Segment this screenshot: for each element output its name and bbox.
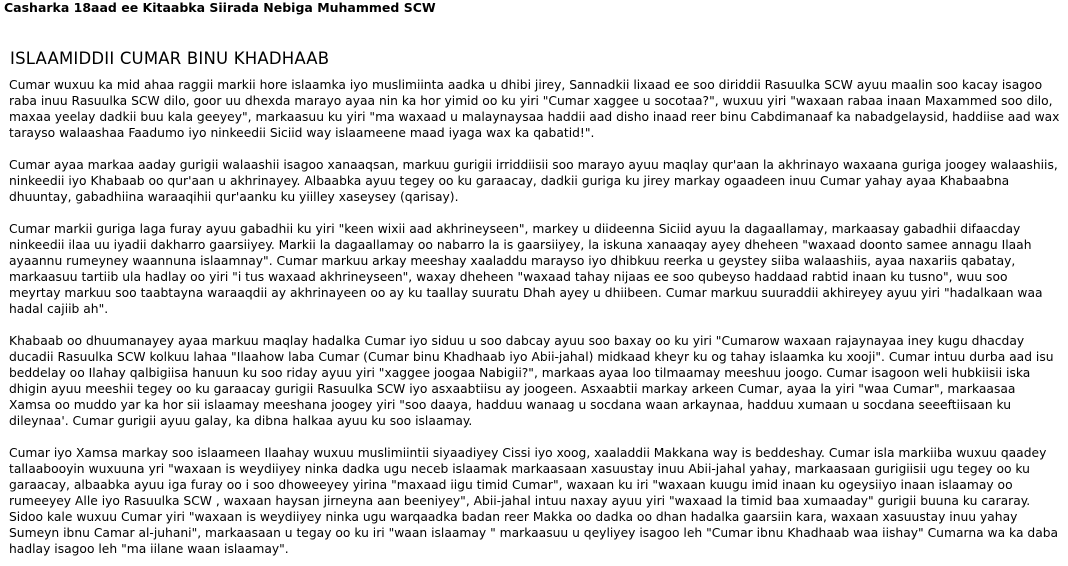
paragraph: Cumar ayaa markaa aaday gurigii walaashii isagoo xanaaqsan, markuu gurigii irriddiisii soo marayo ayuu maqlay qur'aan la akhrinayo waxaana guriga joogey walaashiis, ninkeedii iyo Khabaab oo qur'aan u akhrinayey. Albaabka ayuu tegey oo ku garaacay, dadkii guriga ku jirey markay ogaadeen inuu Cumar yahay ayaa Khabaabna dhuuntay, gabadhiina waraaqihii qur'aanku ku yiilley xaseysey (qarisay). — [9, 158, 1058, 204]
paragraph: Cumar iyo Xamsa markay soo islaameen Ilaahay wuxuu muslimiintii siyaadiyey Cissi iyo xoog, xaaladdii Makkana way is beddeshay. Cumar isla markiiba wuxuu qaadey tallaabooyin wuxuuna yri "waxaan is weydiiyey ninka dadka ugu neceb islaamak markaasaan xasuustay inuu Abii-jahal yahay, markaasaan gurigiisii ugu tegey oo ku garaacay, albaabka ayuu iga furay oo i soo dhoweeyey yirina "maxaad iigu timid Cumar", waxaan ku iri "waxaan kuugu imid inaan ku ogeysiiyo inaan islaamay oo rumeeyey Alle iyo Rasuulka SCW , waxaan haysan jirneyna aan beeniyey", Abii-jahal intuu naxay ayuu yiri "waxaad la timid baa xumaaday" gurigii buuna ku cararay. Sidoo kale wuxuu Cumar yiri "waxaan is weydiiyey ninka ugu warqaadka badan reer Makka oo dadka oo dhan hadalka gaarsiin kara, waxaan xasuustay inuu yahay Sumeyn ibnu Camar al-juhani", markaasaan u tegay oo ku iri "waan islaamay " markaasuu u qeyliyey isagoo leh "Cumar ibnu Khadhaab waa iishay" Cumarna wa ka daba hadlay isagoo leh "ma iilane waan islaamay". — [9, 446, 1059, 556]
article-title: ISLAAMIDDII CUMAR BINU KHADHAAB — [10, 49, 330, 69]
page-header: Casharka 18aad ee Kitaabka Siirada Nebiga Muhammed SCW — [4, 0, 436, 15]
paragraph: Cumar markii guriga laga furay ayuu gabadhii ku yiri "keen wixii aad akhrineyseen", markey u diideenna Siciid ayuu la dagaallamay, markaasay gabadhii difaacday ninkeedii ilaa uu iyadii dakharro gaarsiiyey. Markii la dagaallamay oo nabarro la is gaarsiiyey, la iskuna xanaaqay ayey dheheen "waxaad doonto samee annagu Ilaah ayaannu rumeyney waannuna islaamnay". Cumar markuu arkay meeshay xaaladdu marayso iyo dhibkuu reerka u geystey siiba walaashiis, ayaa naxariis qabatay, markaasuu tartiib ula hadlay oo yiri "i tus waxaad akhrineyseen", waxay dheheen "waxaad tahay nijaas ee soo qubeyso haddaad rabtid inaan ku tusno", wuu soo meyrtay markuu soo taabtayna waraaqdii ay akhrinayeen oo ay ku taallay suuratu Dhah ayey u dhiibeen. Cumar markuu suuraddii akhireyey ayuu yiri "hadalkaan waa hadal cajiib ah". — [9, 222, 1043, 316]
article-body — [9, 77, 1061, 566]
paragraph: Khabaab oo dhuumanayey ayaa markuu maqlay hadalka Cumar iyo siduu u soo dabcay ayuu soo baxay oo ku yiri "Cumarow waxaan rajaynayaa iney kugu dhacday ducadii Rasuulka SCW kolkuu lahaa "Ilaahow laba Cumar (Cumar binu Khadhaab iyo Abii-jahal) midkaad kheyr ku og tahay islaamka ku xooji". Cumar intuu durba aad isu beddelay oo Ilahay qalbigiisa hanuun ku soo riday ayuu yiri "xaggee joogaa Nabigii?", markaas ayaa loo tilmaamay meeshuu joogo. Cumar isagoon weli hubkiisii iska dhigin ayuu meeshii tegey oo ku garaacay gurigii Rasuulka SCW iyo asxaabtiisu ay joogeen. Asxaabtii markay arkeen Cumar, ayaa la yiri "waa Cumar", markaasaa Xamsa oo muddo yar ka hor sii islaamay meeshana joogey yiri "soo daaya, hadduu wanaag u socdana waan arkaynaa, hadduu xumaan u socdana seeeftiisaan ku dileynaa'. Cumar gurigii ayuu galay, ka dibna halkaa ayuu ku soo islaamay. — [9, 334, 1054, 428]
paragraph: Cumar wuxuu ka mid ahaa raggii markii hore islaamka iyo muslimiinta aadka u dhibi jirey, Sannadkii lixaad ee soo diriddii Rasuulka SCW ayuu maalin soo kacay isagoo raba inuu Rasuulka SCW dilo, goor uu dhexda marayo ayaa nin ka hor yimid oo ku yiri "Cumar xaggee u socotaa?", wuxuu yiri "waxaan rabaa inaan Maxammed soo dilo, maxaa yeelay dadkii buu kala geeyey", markaasuu ku yiri "ma waxaad u malaynaysaa haddii aad disho inaad reer binu Cabdimanaaf ka nabadgelaysid, haddiise aad wax tarayso walaashaa Faadumo iyo ninkeedii Siciid way islaameene maad iyaga wax ka qabatid!". — [9, 78, 1060, 140]
